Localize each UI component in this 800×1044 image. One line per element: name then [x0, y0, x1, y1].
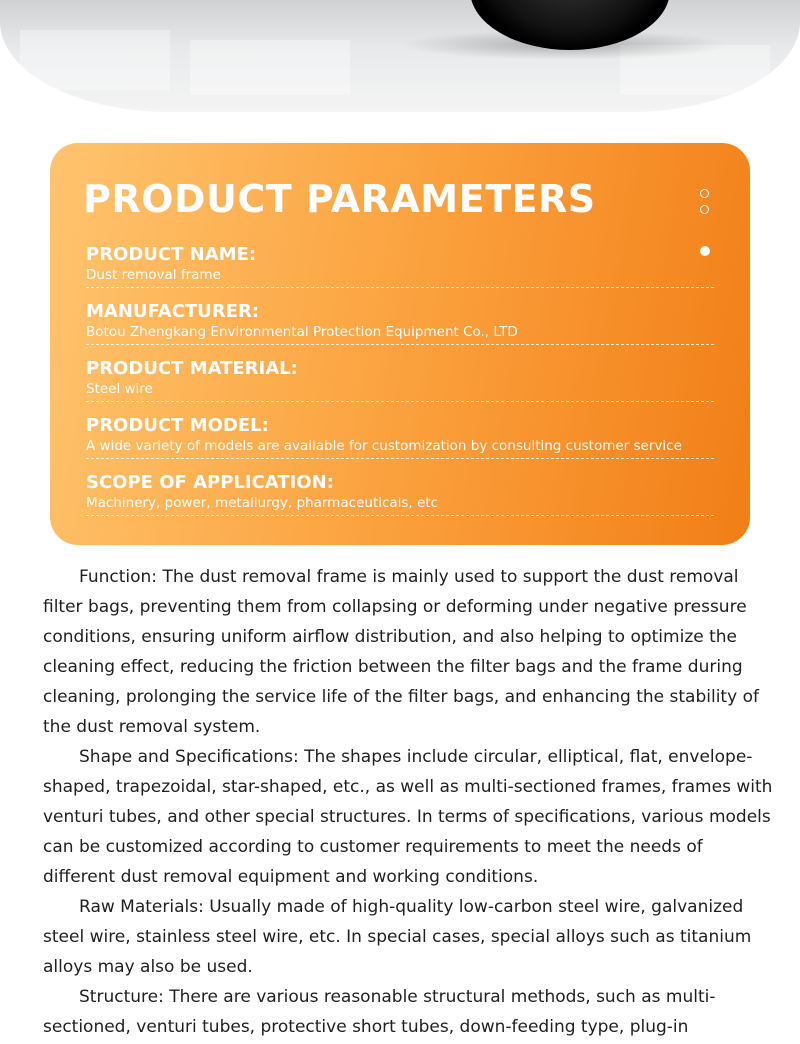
param-label: PRODUCT MATERIAL: [86, 358, 298, 379]
paragraph-function: Function: The dust removal frame is mainly used to support the dust removal filter bags, preventing them from collapsing or deforming under negative pressure conditions, ensuring uniform airflow distribution, and also helping to optimize the cleaning effect, reducing the friction between the filter bags and the frame during cleaning, prolonging the service life of the filter bags, and enhancing the stability of the dust removal system. [43, 567, 759, 737]
param-value: Dust removal frame [86, 267, 221, 283]
product-parameters-card [50, 143, 750, 545]
param-product-model [86, 415, 714, 459]
ring-decoration-icon [700, 205, 709, 214]
param-label: PRODUCT NAME: [86, 244, 257, 265]
floor-tile [190, 40, 350, 95]
product-photo [0, 0, 800, 112]
param-value: Botou Zhengkang Environmental Protection Equipment Co., LTD [86, 324, 518, 340]
param-label: MANUFACTURER: [86, 301, 260, 322]
param-label: PRODUCT MODEL: [86, 415, 269, 436]
paragraph-structure: Structure: There are various reasonable structural methods, such as multi-sectioned, venturi tubes, protective short tubes, down-feeding type, plug-in [43, 987, 716, 1037]
param-manufacturer [86, 301, 714, 345]
parameters-title: PRODUCT PARAMETERS [83, 177, 596, 221]
param-value: Machinery, power, metallurgy, pharmaceuticals, etc [86, 495, 439, 511]
param-label: SCOPE OF APPLICATION: [86, 472, 334, 493]
param-value: Steel wire [86, 381, 153, 397]
param-product-material [86, 358, 714, 402]
param-scope-of-application [86, 472, 714, 516]
paragraph-shape-specifications: Shape and Specifications: The shapes include circular, elliptical, flat, envelope-shaped, trapezoidal, star-shaped, etc., as well as multi-sectioned frames, frames with venturi tubes, and other special structures. In terms of specifications, various models can be customized according to customer requirements to meet the needs of different dust removal equipment and working conditions. [43, 747, 773, 887]
param-value: A wide variety of models are available for customization by consulting customer service [86, 438, 682, 454]
product-description [43, 562, 773, 1042]
param-product-name [86, 244, 714, 288]
floor-tile [20, 30, 170, 90]
ring-decoration-icon [700, 189, 709, 198]
paragraph-raw-materials: Raw Materials: Usually made of high-quality low-carbon steel wire, galvanized steel wire, stainless steel wire, etc. In special cases, special alloys such as titanium alloys may also be used. [43, 897, 752, 977]
